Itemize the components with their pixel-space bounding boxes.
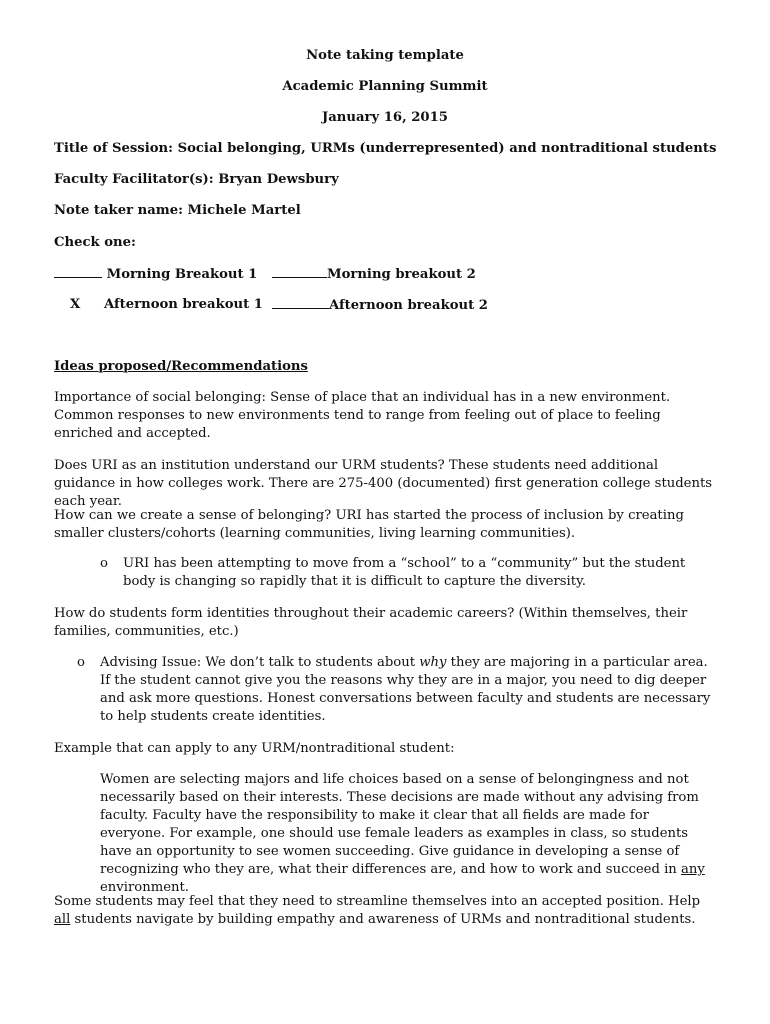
summit-name: Academic Planning Summit (282, 79, 488, 94)
paragraph-example: Example that can apply to any URM/nontraditional student: (54, 741, 455, 756)
session-title: Title of Session: Social belonging, URMs (underrepresented) and nontraditional students (54, 141, 717, 156)
quote-women-majors: Women are selecting majors and life choices based on a sense of belongingness and not necessarily based on their interests. These decisions are made without any advising from faculty. Faculty have the responsibility to make it clear that all fields are made for everyone. For example, one should use female leaders as examples in class, so students have an opportunity to see women succeeding. Give guidance in developing a sense of recognizing who they are, what their differences are, and how to work and succeed in any environment. (100, 772, 705, 895)
afternoon-breakout-1-mark: X (70, 297, 81, 312)
paragraph-uri-understanding: Does URI as an institution understand our URM students? These students need additional guidance in how colleges work. There are 275-400 (documented) first generation college students each year. (54, 458, 713, 509)
template-title: Note taking template (306, 48, 464, 63)
bullet-marker: o (77, 655, 85, 670)
paragraph-identities: How do students form identities throughout their academic careers? (Within themselves, their families, communities, etc.) (54, 606, 688, 639)
bullet-advising-issue: Advising Issue: We don’t talk to students about why they are majoring in a particular area. If the student cannot give you the reasons why they are in a major, you need to dig deeper and ask more questions. Honest conversations between faculty and students are necessary to help students create identities. (100, 655, 711, 724)
note-taker: Note taker name: Michele Martel (54, 203, 301, 218)
afternoon-breakout-2-option (272, 296, 488, 315)
section-heading: Ideas proposed/Recommendations (54, 359, 308, 374)
morning-breakout-1-label: Morning Breakout 1 (106, 267, 258, 282)
summit-date: January 16, 2015 (322, 110, 448, 125)
bullet-school-to-community: URI has been attempting to move from a “school” to a “community” but the student body is changing so rapidly that it is difficult to capture the diversity. (123, 556, 686, 589)
check-blank (54, 265, 102, 278)
morning-breakout-2-label: Morning breakout 2 (327, 267, 476, 282)
check-blank (272, 265, 327, 278)
morning-breakout-2-option (272, 265, 476, 284)
paragraph-social-belonging: Importance of social belonging: Sense of place that an individual has in a new environment. Common responses to new environments tend to range from feeling out of place to feeling enriched and accepted. (54, 390, 671, 441)
afternoon-breakout-1-label: Afternoon breakout 1 (104, 297, 263, 312)
morning-breakout-1-option (54, 265, 257, 284)
paragraph-sense-of-belonging: How can we create a sense of belonging? URI has started the process of inclusion by creating smaller clusters/cohorts (learning communities, living learning communities). (54, 508, 684, 541)
facilitator: Faculty Facilitator(s): Bryan Dewsbury (54, 172, 339, 187)
paragraph-streamline: Some students may feel that they need to streamline themselves into an accepted position. Help all students navigate by building empathy and awareness of URMs and nontraditional students. (54, 894, 701, 927)
check-one-label: Check one: (54, 235, 136, 250)
afternoon-breakout-2-label: Afternoon breakout 2 (329, 298, 488, 313)
check-blank (272, 296, 329, 309)
bullet-marker: o (100, 556, 108, 571)
